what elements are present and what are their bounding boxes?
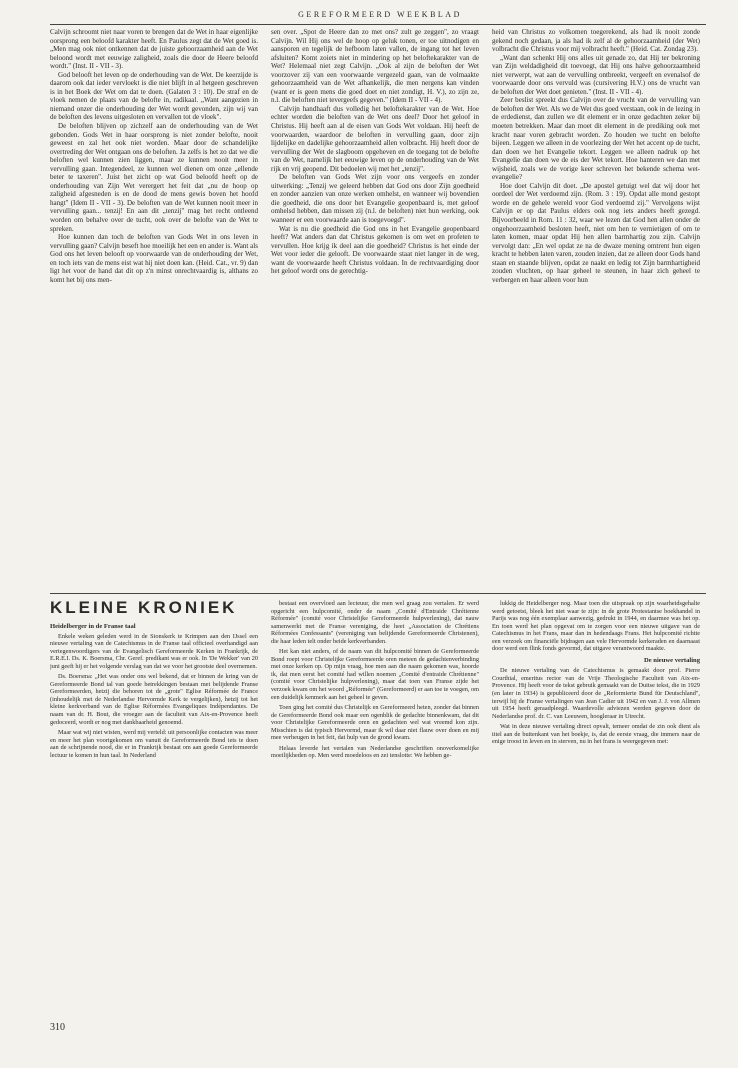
kroniek-paragraph: Ds. Boersma: „Het was onder ons wel bekend, dat er binnen de kring van de Gereformeerde Bond tal van goede betrekkingen bestaan met belijdende Franse Gereformeerden, hetzij die behoren tot de „grote" Eglise Réformée de France (inhoudelijk met de Nederlandse Hervormde Kerk te vergelijken), hetzij tot het kleine kerkverband van de Eglise Réformées Evangeliques Indépendantes. De naam van dr. H. Bout, die vroeger aan de faculteit van Aix-en-Provence heeft gedoceerd, wordt er nog met dankbaarheid genoemd. (50, 673, 258, 726)
article-paragraph: De beloften van Gods Wet zijn voor ons vergeefs en zonder uitwerking: „Tenzij we geleerd hebben dat God ons door Zijn goedheid en zonder aanzien van onze werken omhelst, en wanneer wij bovendien die goedheid, die ons door het Evangelie geopenbaard is, met geloof omhelsd hebben, dan missen zij (n.l. de beloften) niet hun werking, ook wanneer er een voorwaarde aan is toegevoegd". (271, 173, 479, 225)
article-column-3 (492, 28, 700, 590)
article-paragraph: heid van Christus zo volkomen toegerekend, als had ik nooit zonde gekend noch gedaan, ja als had ik zelf al de gehoorzaamheid (der Wet) volbracht die Christus voor mij volbracht heeft." (Heid. Cat. Zondag 23). (492, 28, 700, 54)
kroniek-paragraph: Toen ging het comité dus Christelijk en Gereformeerd heten, zonder dat binnen de Gereformeerde Bond ook maar een ogenblik de gedachte binnenkwam, dat dit voor Christelijke Gereformeerde oren en gedachten wel wat vreemd kon zijn. Misschien is dat typisch Hervormd, maar ik wil daar niet flauw over doen en mij mee verheugen in het feit, dat hulp van de grond kwam. (271, 704, 479, 742)
kroniek-column-3 (492, 600, 700, 1018)
article-paragraph: Wat is nu die goedheid die God ons in het Evangelie geopenbaard heeft? Wat anders dan dat Christus gekomen is om wet en profeten te vervullen. Hoe krijg ik deel aan die goedheid? Christus is het einde der Wet voor ieder die gelooft. De voorwaarde staat niet langer in de weg, want de voorwaarde heeft Christus voldaan. In de rechtvaardiging door het geloof wordt ons de gerechtig- (271, 224, 479, 276)
article-paragraph: Hoe doet Calvijn dit doet. „De apostel getuigt wel dat wij door het oordeel der Wet verdoemd zijn. (Rom. 3 : 19). Opdat alle mond gestopt worde en de gehele wereld voor God verdoemd zij." Vervolgens wijst Calvijn er op dat Paulus elders ook nog iets anders heeft gezegd. Bijvoorbeeld in Rom. 11 : 32, waar we lezen dat God hen allen onder de ongehoorzaamheid besloten heeft, niet om hen te vernietigen of om te laten komen, maar opdat Hij hen allen barmhartig zou zijn. Calvijn vervolgt dan: „En wel opdat ze na de dwaze mening omtrent hun eigen kracht te hebben laten varen, zouden inzien, dat ze alleen door Gods hand staan en staande blijven, opdat ze naakt en ledig tot Zijn barmhartigheid zouden vluchten, op haar geheel te steunen, in haar zich geheel te verbergen en haar alleen voor hun (492, 181, 700, 284)
kroniek-subheading: Heidelberger in de Franse taal (50, 623, 136, 630)
article-column-2 (271, 28, 479, 590)
article-paragraph: Hoe kunnen dan toch de beloften van Gods Wet in ons leven in vervulling gaan? Calvijn beseft hoe moeilijk het een en ander is. Want als God ons het leven belooft op voorwaarde van de onderhouding der Wet, en toch iets van de mens eist wat hij niet doen kan. (Heid. Cat., vr. 9) dan ligt het voor de hand dat dit op z'n minst onrechtvaardig is, althans zo komt het bij ons men- (50, 233, 258, 284)
kroniek-column-1 (50, 623, 258, 1018)
kroniek-paragraph: Helaas leverde het vertalen van Nederlandse geschriften onoverkomelijke moeilijkheden op. Men werd moedeloos en zei tenslotte: We hebben ge- (271, 744, 479, 760)
kroniek-paragraph: Maar wat wij niet wisten, werd mij verteld: uit persoonlijke contacten was meer en meer het plan voortgekomen om vanuit de Gereformeerde Bond iets te doen aan de schrijnende nood, die er in Frankrijk bestaat om aan goede Gereformeerde lectuur te komen in hun taal. In Nederland (50, 729, 258, 759)
header-rule (50, 24, 706, 25)
running-header: GEREFORMEERD WEEKBLAD (298, 10, 462, 19)
kroniek-paragraph: Enkele weken geleden werd in de Sionskerk te Krimpen aan den IJssel een nieuwe vertaling van de Catechismus in de Franse taal officieel overhandigd aan vertegenwoordigers van de Evangelisch Gereformeerde Kerken in Frankrijk, de E.R.E.I. Ds. K. Boersma, Chr. Geref. predikant was er ook. In 'De Wekker' van 20 juni geeft hij er het volgende verslag van dat we voor het grootste deel overnemen. (50, 632, 258, 670)
page-number: 310 (50, 1022, 65, 1033)
article-paragraph: Calvijn schroomt niet naar voren te brengen dat de Wet in haar eigenlijke oorsprong een beloofd karakter heeft. En Paulus zegt dat de Wet goed is. „Men mag ook niet ontkennen dat de juiste gehoorzaamheid aan de Wet beloond wordt met eeuwige zaligheid, zoals die door de Heere beloofd wordt." (Inst. II - VII - 3). (50, 28, 258, 71)
kroniek-paragraph: bestaat een overvloed aan lecteuur, die men wel graag zou vertalen. Er werd opgericht een hulpcomité, onder de naam „Comité d'Entraide Chrétienne Réformée" (comité voor Christelijke Gereformeerde hulpverlening), dat nauw samenwerkt met de Franse vereniging, die heet „Association de Chrétiens Réformées Confessants" (vereniging van belijdende Gereformeerde Christenen), die haar leden telt onder beide kerkverbanden. (271, 600, 479, 645)
article-paragraph: God belooft het leven op de onderhouding van de Wet. De keerzijde is daarom ook dat ieder vervloekt is die niet blijft in al hetgeen geschreven is in het Boek der Wet om dat te doen. (Galaten 3 : 10). De straf en de vloek nemen de plaats van de belofte in, radikaal. „Want aangezien in niemand onzer die onderhouding der Wet wordt gevonden, zijn wij van de beloften des levens uitgesloten en vervallen tot de vloek". (50, 70, 258, 122)
kroniek-title: KLEINE KRONIEK (50, 598, 238, 617)
kroniek-paragraph: De nieuwe vertaling van de Catechismus is gemaakt door prof. Pierre Courthial, emeritus rector van de Vrije Theologische Faculteit van Aix-en-Provence. Hij heeft voor de tekst gebruik gemaakt van de Duitse tekst, die in 1929 (en later in 1934) is gepubliceerd door de „Reformierte Bund für Deutschland", terwijl hij de Franse vertalingen van Jean Cadier uit 1942 en van J. J. von Allmen uit 1954 heeft geraadpleegd. Waardevolle adviezen werden gegeven door de Nederlandse prof. dr. C. van Leeuwen, hoogleraar in Utrecht. (492, 667, 700, 720)
article-paragraph: Calvijn handhaaft dus volledig het beloftekarakter van de Wet. Hoe echter worden die beloften van de Wet ons deel? Door het geloof in Christus. Hij heeft aan al de eisen van Gods Wet voldaan. Hij heeft de voorwaarden, waardoor de beloften in vervulling gaan, door zijn lijdelijke en dadelijke gehoorzaamheid allen volbracht. Hij heeft door de vervulling der Wet de slagboom opgeheven en de toegang tot de belofte van de Wet, namelijk het eeuwige leven op de onderhouding van de Wet rijk en vrij geopend. Dit bedoelen wij met het „tenzij". (271, 104, 479, 173)
section-rule (50, 593, 706, 594)
article-paragraph: sen over. „Spot de Heere dan zo met ons? zult ge zeggen", zo vraagt Calvijn. Wil Hij ons wel de hoop op geluk tonen, er toe uitnodigen en aansporen en tegelijk de hefboom laten vallen, de ingang tot het leven afsluiten? Komt zoiets niet in mindering op het beloftekarakter van de Wet? Helemaal niet zegt Calvijn. „Ook al zijn de beloften der Wet voorzover zij van een voorwaarde vergezeld gaan, van de volmaakte gehoorzaamheid van de Wet afhankelijk, die men nergens kan vinden (want er is geen mens die goed doet en niet zondigt, H. V.), zo zijn ze, n.l. die beloften niet tevergeefs gegeven." (Idem II - VII - 4). (271, 28, 479, 105)
kroniek-column-2 (271, 600, 479, 1018)
article-paragraph: De beloften blijven op zichzelf aan de onderhouding van de Wet gebonden. Gods Wet in haar oorsprong is niet zonder belofte, nooit geweest en zal het ook niet worden. Maar door de schandelijke overtreding der Wet ontgaan ons de beloften. Ja zelfs is het zo dat we die beloften wel kunnen zien liggen, maar ze kunnen nooit meer in vervulling gaan. Integendeel, ze kunnen wel dienen om onze „ellende beter te taxeren". Juist het zicht op wat God beloofd heeft op de onderhouding van Zijn Wet verergert het feit dat „nu de hoop op zaligheid afgesneden is en de dood de mens gewis boven het hoofd hangt" (Idem II - VII - 3). De beloften van de Wet kunnen nooit meer in vervulling gaan... tenzij! En aan dit „tenzij" mag het recht ontleend worden om behalve over de tucht, ook over de belofte van de Wet te spreken. (50, 122, 258, 233)
article-column-1 (50, 28, 258, 590)
kroniek-subheading-2: De nieuwe vertaling (643, 656, 700, 664)
article-paragraph: Zeer beslist spreekt dus Calvijn over de vrucht van de vervulling van de beloften der Wet. Als we de Wet dus goed verstaan, ook in de lezing in de erdedienst, dan zullen we dit element er in onze gedachten zeker bij moeten betrekken. Maar dan moet dit element in de prediking ook met kracht naar voren gebracht worden. Zo houden we tucht en belofte bijeen. Leggen we alleen in de voorlezing der Wet het accent op de tucht, dan doen we het Evangelie tekort. Leggen we alleen nadruk op het Evangelie dan doen we de eis der Wet tekort. Hoe hanteren we dan met wijsheid, zoals we de vorige keer schreven het bekende schema wet-evangelie? (492, 96, 700, 182)
kroniek-paragraph: Wat in deze nieuwe vertaling direct opvalt, temeer omdat de zin ook dient als titel aan de buitenkant van het boekje, is, dat de eerste vraag, die immers naar de enige troost in leven en in sterven, nu in het frans is weergegeven met: (492, 723, 700, 746)
kroniek-paragraph: Het kan niet anders, of de naam van dit hulpcomité binnen de Gereformeerde Bond roept voor Christelijke Gereformeerde oren meteen de gedachtenverbinding met onze kerken op. Op mijn vraag, hoe men aan die naam gekomen was, hoorde ik, dat men eerst het comité had willen noemen „Comité d'entraide Chrétienne" (comité voor Christelijke hulpverlening), maar dat toen van Franse zijde het verzoek kwam om het woord „Réformée" (Gereformeerd) er aan toe te voegen, om een duidelijk kenmerk aan het geheel te geven. (271, 648, 479, 701)
kroniek-paragraph: lukkig de Heidelberger nog. Maar toen die uitspraak op zijn waarheidsgehalte werd getoetst, bleek het niet waar te zijn: in de grote Protestantse boekhandel in Parijs was nog één exemplaar aanwezig, gedrukt in 1944, en daarmee was het op. En toen werd het plan opgevat om te zorgen voor een nieuwe uitgave van de Catechismus in het Frans, maar dan in hedendaags Frans. Het hulpcomité richtte een verzoek om financiële bijdragen aan vele Hervormde kerkeraden en daarnaast door werd een flink fonds gevormd, dat uitgave verantwoord maakte. (492, 600, 700, 653)
article-paragraph: „Want dan schenkt Hij ons alles uit genade zo, dat Hij ter bekroning van Zijn weldadigheid dit toevoegt, dat Hij ons halve gehoorzaamheid niet verwerpt, wat aan de vervulling ontbreekt, vergeeft en evenalsof de voorwaarde door ons vervuld was (cursivering H.V.) ons de vrucht van de beloften der Wet doet genieten." (Inst. II - VII - 4). (492, 53, 700, 96)
